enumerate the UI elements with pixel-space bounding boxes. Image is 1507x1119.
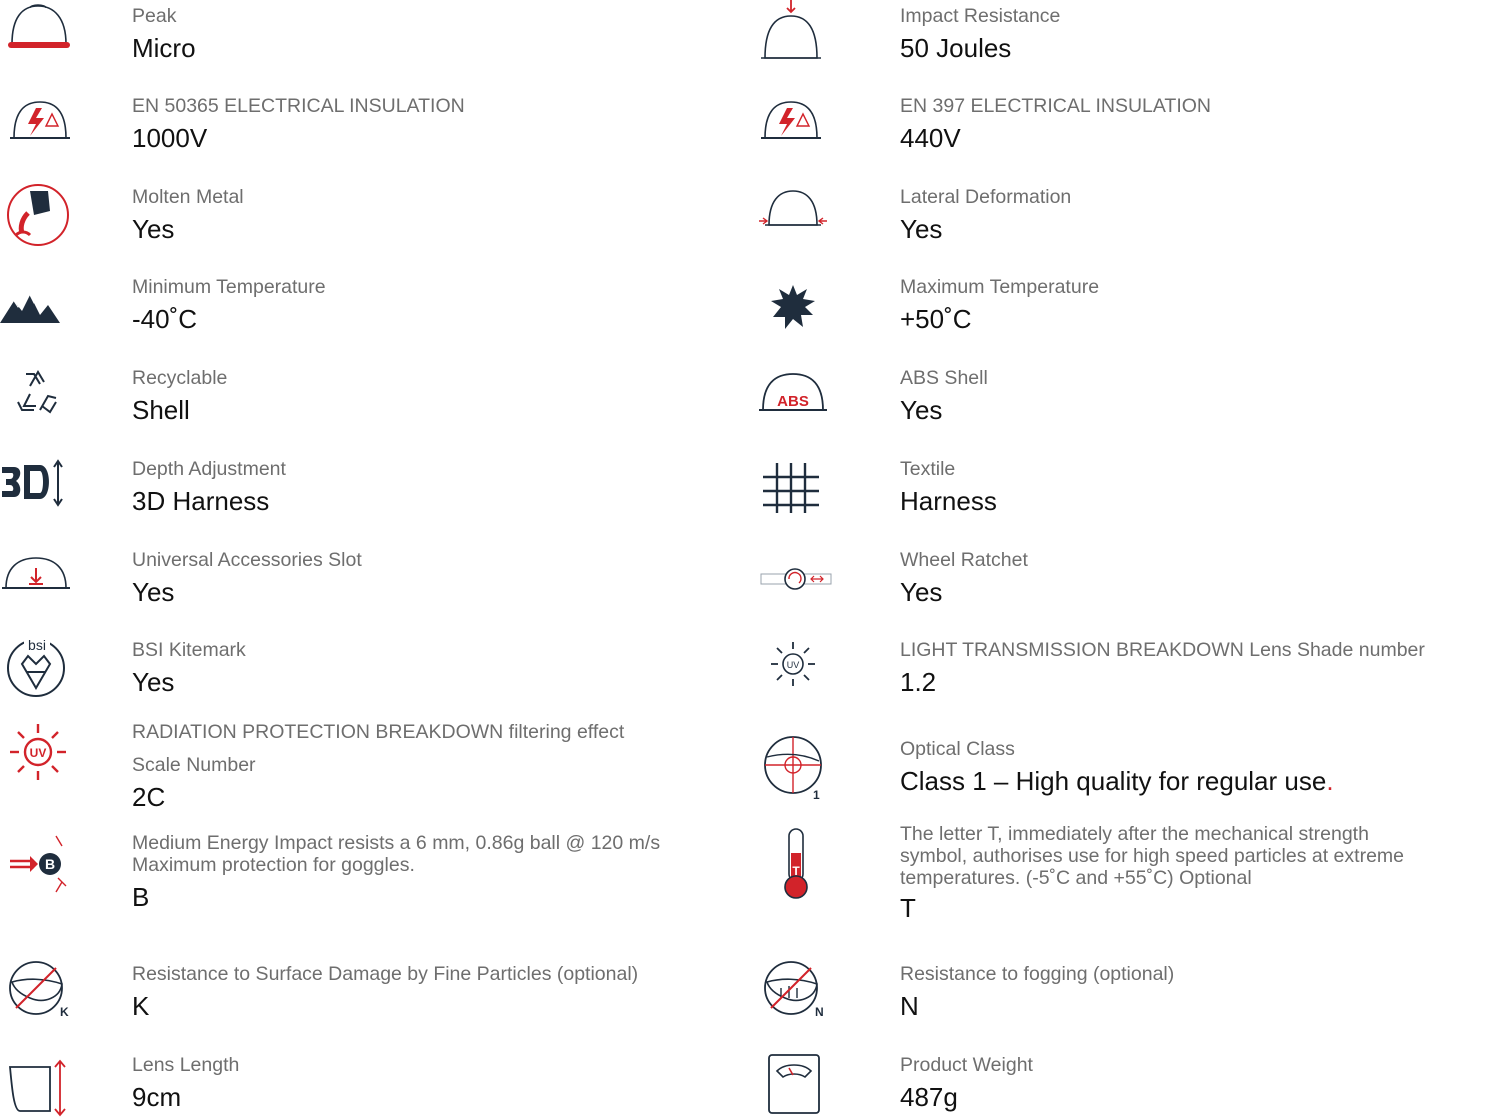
svg-text:N: N xyxy=(815,1005,824,1019)
lens-length-icon xyxy=(0,1049,80,1119)
feature-label: LIGHT TRANSMISSION BREAKDOWN Lens Shade number xyxy=(900,639,1425,661)
feature-text xyxy=(132,181,760,244)
anti-fog-n-icon xyxy=(755,958,835,1028)
feature-text xyxy=(132,362,760,425)
3d-harness-icon xyxy=(0,453,80,523)
wheel-ratchet-icon xyxy=(755,544,835,614)
feature-value: -40˚C xyxy=(132,304,198,334)
feature-value: +50˚C xyxy=(900,304,972,334)
svg-text:UV: UV xyxy=(29,746,47,760)
feature-label: BSI Kitemark xyxy=(132,639,246,661)
uv-dark-icon xyxy=(755,634,835,704)
feature-label-line-2: Scale Number xyxy=(132,754,256,776)
feature-text xyxy=(900,362,1507,425)
svg-text:1: 1 xyxy=(813,788,820,802)
feature-label: Medium Energy Impact resists a 6 mm, 0.86g ball @ 120 m/s xyxy=(132,832,661,854)
feature-label-line-2: Maximum protection for goggles. xyxy=(132,854,415,876)
feature-text xyxy=(900,1049,1507,1112)
feature-label: Resistance to Surface Damage by Fine Particles (optional) xyxy=(132,963,639,985)
feature-text xyxy=(132,453,760,516)
feature-label: EN 397 ELECTRICAL INSULATION xyxy=(900,95,1212,117)
feature-text xyxy=(132,271,760,334)
optical-class-value-suffix: . xyxy=(1326,766,1334,796)
feature-label: Molten Metal xyxy=(132,186,244,208)
feature-text xyxy=(132,544,760,607)
feature-value: Yes xyxy=(900,395,943,425)
feature-value: 3D Harness xyxy=(132,486,270,516)
feature-value xyxy=(900,766,1507,796)
feature-value: Harness xyxy=(900,486,997,516)
feature-label: EN 50365 ELECTRICAL INSULATION xyxy=(132,95,465,117)
feature-label: Textile xyxy=(900,458,956,480)
sun-icon xyxy=(755,271,835,341)
feature-text xyxy=(900,733,1507,796)
lateral-deformation-icon xyxy=(755,181,835,251)
bsi-kitemark-icon xyxy=(0,634,80,704)
feature-value: K xyxy=(132,991,150,1021)
feature-text xyxy=(900,181,1507,244)
feature-label: Minimum Temperature xyxy=(132,276,326,298)
feature-value: 487g xyxy=(900,1082,958,1112)
feature-label: Peak xyxy=(132,5,177,27)
feature-text xyxy=(900,634,1507,697)
electrical-insulation-icon xyxy=(755,90,835,160)
feature-text xyxy=(132,0,760,63)
feature-text xyxy=(900,271,1507,334)
feature-text xyxy=(900,90,1507,153)
recycle-icon xyxy=(0,362,80,432)
svg-text:bsi: bsi xyxy=(28,637,46,653)
svg-text:T: T xyxy=(792,864,800,878)
feature-label: Recyclable xyxy=(132,367,228,389)
textile-icon xyxy=(755,453,835,523)
feature-label: Resistance to fogging (optional) xyxy=(900,963,1175,985)
feature-label: Universal Accessories Slot xyxy=(132,549,362,571)
feature-text xyxy=(132,958,760,1021)
feature-text xyxy=(900,544,1507,607)
feature-text xyxy=(900,823,1507,923)
feature-value: Yes xyxy=(900,577,943,607)
abs-icon-text: ABS xyxy=(777,393,809,410)
feature-label: Maximum Temperature xyxy=(900,276,1100,298)
feature-label-line-3: temperatures. (-5˚C and +55˚C) Optional xyxy=(900,867,1252,889)
thermometer-t-icon xyxy=(755,823,835,893)
weight-scale-icon xyxy=(755,1049,835,1119)
feature-label: Product Weight xyxy=(900,1054,1033,1076)
feature-value: N xyxy=(900,991,919,1021)
feature-value: Micro xyxy=(132,33,196,63)
feature-label-line-2: symbol, authorises use for high speed particles at extreme xyxy=(900,845,1405,867)
abs-shell-icon xyxy=(755,362,835,432)
optical-class-value: Class 1 – High quality for regular use xyxy=(900,766,1327,796)
feature-text xyxy=(900,958,1507,1021)
feature-label: The letter T, immediately after the mechanical strength xyxy=(900,823,1369,845)
feature-value: Yes xyxy=(132,214,175,244)
impact-b-icon xyxy=(0,832,80,902)
feature-value: T xyxy=(900,893,916,923)
feature-label: Optical Class xyxy=(900,738,1015,760)
svg-text:B: B xyxy=(44,856,56,872)
impact-resistance-icon xyxy=(755,0,835,70)
feature-value: 440V xyxy=(900,123,961,153)
feature-value: Yes xyxy=(900,214,943,244)
accessory-slot-icon xyxy=(0,544,80,614)
feature-label: Lens Length xyxy=(132,1054,240,1076)
surface-damage-k-icon xyxy=(0,958,80,1028)
feature-label: ABS Shell xyxy=(900,367,988,389)
feature-value: 2C xyxy=(132,782,166,812)
feature-text xyxy=(900,453,1507,516)
feature-value: Yes xyxy=(132,667,175,697)
feature-text xyxy=(132,832,760,912)
svg-text:UV: UV xyxy=(786,660,800,670)
feature-value: 9cm xyxy=(132,1082,182,1112)
feature-text xyxy=(132,90,760,153)
feature-label: Depth Adjustment xyxy=(132,458,286,480)
feature-label: RADIATION PROTECTION BREAKDOWN filtering effect xyxy=(132,721,625,743)
molten-metal-icon xyxy=(0,181,80,251)
feature-value: Yes xyxy=(132,577,175,607)
feature-text xyxy=(132,1049,760,1112)
feature-text xyxy=(132,716,760,812)
feature-text xyxy=(132,634,760,697)
feature-label: Wheel Ratchet xyxy=(900,549,1028,571)
feature-value: B xyxy=(132,882,150,912)
svg-text:K: K xyxy=(60,1005,69,1019)
helmet-peak-icon xyxy=(0,0,80,70)
feature-label: Impact Resistance xyxy=(900,5,1061,27)
optical-class-icon xyxy=(755,733,835,803)
feature-label: Lateral Deformation xyxy=(900,186,1072,208)
mountains-icon xyxy=(0,271,80,341)
feature-value: 1.2 xyxy=(900,667,937,697)
feature-value: 1000V xyxy=(132,123,208,153)
electrical-insulation-icon xyxy=(0,90,80,160)
feature-text xyxy=(900,0,1507,63)
feature-value: 50 Joules xyxy=(900,33,1012,63)
uv-red-icon xyxy=(0,716,80,786)
feature-value: Shell xyxy=(132,395,190,425)
